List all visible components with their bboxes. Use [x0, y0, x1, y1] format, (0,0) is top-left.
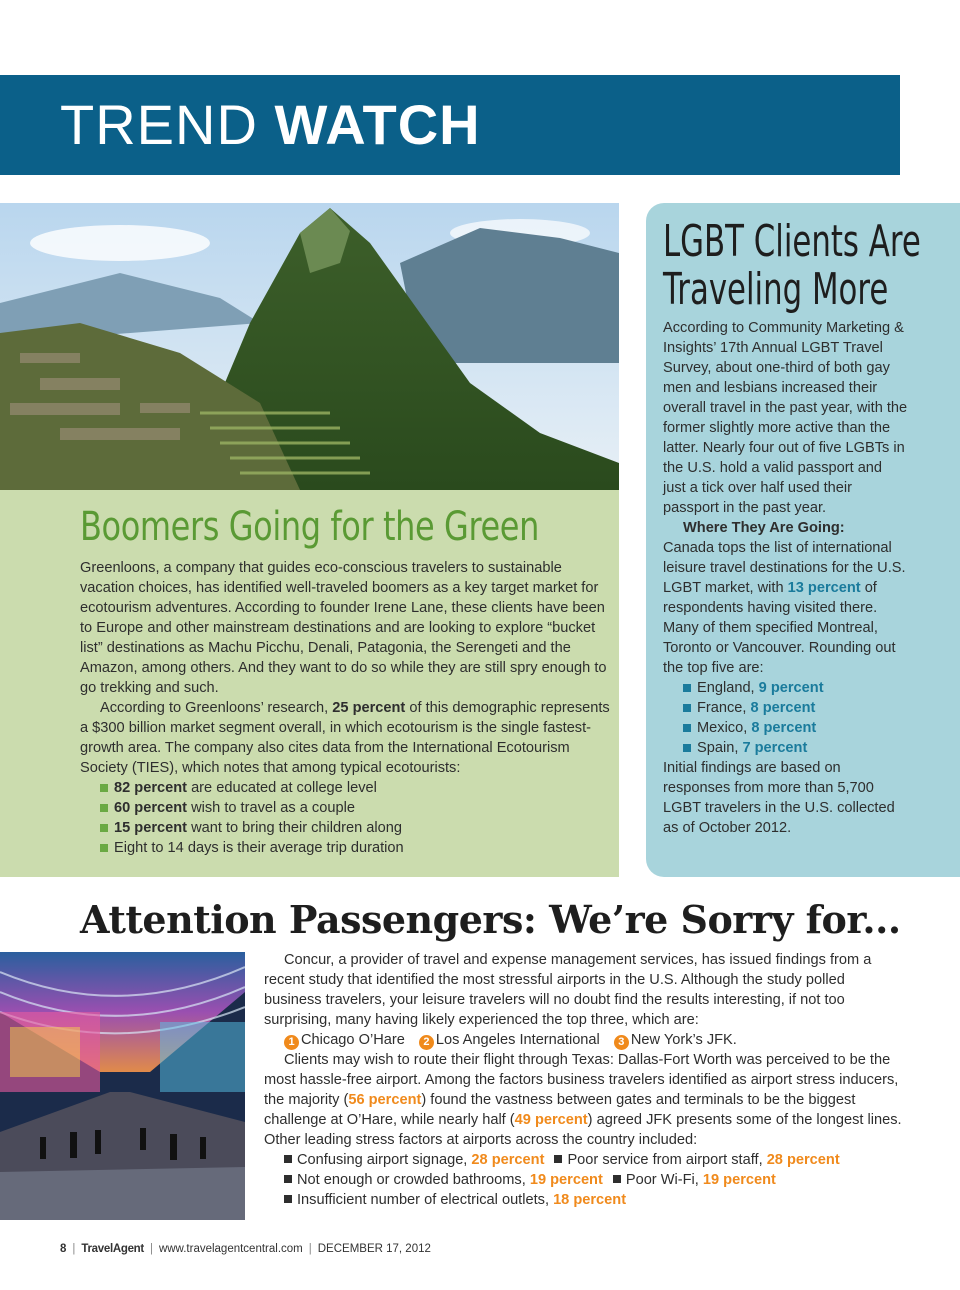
lgbt-paragraph-3: Initial findings are based on responses from more than 5,700 LGBT travelers in the U.S. collected as of October 2012.: [663, 760, 895, 836]
section-banner: [0, 75, 900, 175]
airport-photo: [0, 952, 245, 1220]
attention-article: [264, 950, 904, 1210]
list-item: Eight to 14 days is their average trip duration: [100, 838, 610, 858]
page-footer: 8 | TravelAgent | www.travelagentcentral.com | DECEMBER 17, 2012: [60, 1243, 431, 1255]
stress-factors-list: [284, 1150, 904, 1210]
attention-paragraph-1: Concur, a provider of travel and expense management services, has issued findings from a recent study that identified the most stressful airports in the U.S. Although the study polled business travelers, your leisure travelers will no doubt find the results interesting, if not too surprising, many having likely experienced the top three, which are:: [264, 952, 872, 1028]
attention-heading: Attention Passengers: We’re Sorry for...: [80, 897, 901, 942]
stressful-airports-list: 1 Chicago O’Hare 2 Los Angeles International 3 New York’s JFK.: [284, 1030, 904, 1050]
lgbt-paragraph-2: Canada tops the list of international leisure travel destinations for the U.S. LGBT market, with 13 percent of respondents having visited there. Many of them specified Montreal, Toronto or Vancouver. Rounding out the top five are:: [663, 540, 906, 676]
number-2-icon: 2: [419, 1035, 434, 1050]
boomers-article: [80, 558, 610, 858]
list-item: Not enough or crowded bathrooms, 19 percent Poor Wi-Fi, 19 percent: [284, 1170, 904, 1190]
lgbt-subhead: Where They Are Going:: [683, 520, 845, 536]
page-number: 8: [60, 1243, 67, 1255]
list-item: 60 percent wish to travel as a couple: [100, 798, 610, 818]
list-item: Insufficient number of electrical outlets, 18 percent: [284, 1190, 904, 1210]
list-item: Mexico, 8 percent: [683, 718, 908, 738]
lgbt-heading: LGBT Clients Are Traveling More: [663, 216, 921, 315]
footer-url: www.travelagentcentral.com: [158, 1243, 303, 1255]
number-3-icon: 3: [614, 1035, 629, 1050]
machu-picchu-photo: [0, 203, 619, 490]
list-item: England, 9 percent: [683, 678, 908, 698]
footer-date: DECEMBER 17, 2012: [317, 1243, 431, 1255]
boomers-paragraph-1: Greenloons, a company that guides eco-conscious travelers to sustainable vacation choices, has identified well-traveled boomers as a key target market for ecotourism adventures. According to founder Irene Lane, these clients have been to Europe and other mainstream destinations and are looking to explore “bucket list” destinations as Machu Picchu, Denali, Patagonia, the Serengeti and the Amazon, among others. And they want to do so while they are still spry enough to go trekking and such.: [80, 560, 607, 696]
list-item: 15 percent want to bring their children along: [100, 818, 610, 838]
list-item: 82 percent are educated at college level: [100, 778, 610, 798]
section-title: TREND WATCH: [60, 93, 481, 156]
number-1-icon: 1: [284, 1035, 299, 1050]
list-item: Spain, 7 percent: [683, 738, 908, 758]
lgbt-article: [663, 318, 908, 838]
list-item: France, 8 percent: [683, 698, 908, 718]
footer-brand: TravelAgent: [81, 1243, 144, 1255]
boomers-heading: Boomers Going for the Green: [80, 504, 539, 550]
attention-paragraph-2: Clients may wish to route their flight through Texas: Dallas-Fort Worth was perceived to be the most hassle-free airport. Among the factors business travelers identified as airport stress inducers, the majority (56 percent) found the vastness between gates and terminals to be the biggest challenge at O’Hare, while nearly half (49 percent) agreed JFK presents some of the longest lines. Other leading stress factors at airports across the country included:: [264, 1052, 902, 1148]
destinations-list: [683, 678, 908, 758]
list-item: Confusing airport signage, 28 percent Poor service from airport staff, 28 percent: [284, 1150, 904, 1170]
ecotourist-stats-list: [100, 778, 610, 858]
boomers-paragraph-2: According to Greenloons’ research, 25 percent of this demographic represents a $300 billion market segment overall, in which ecotourism is the single fastest-growth area. The company also cites data from the International Ecotourism Society (TIES), which notes that among typical ecotourists:: [80, 700, 610, 776]
lgbt-paragraph-1: According to Community Marketing & Insights’ 17th Annual LGBT Travel Survey, about one-third of both gay men and lesbians increased their overall travel in the past year, with the former slightly more active than the latter. Nearly four out of five LGBTs in the U.S. hold a valid passport and just a tick over half used their passport in the past year.: [663, 320, 908, 516]
